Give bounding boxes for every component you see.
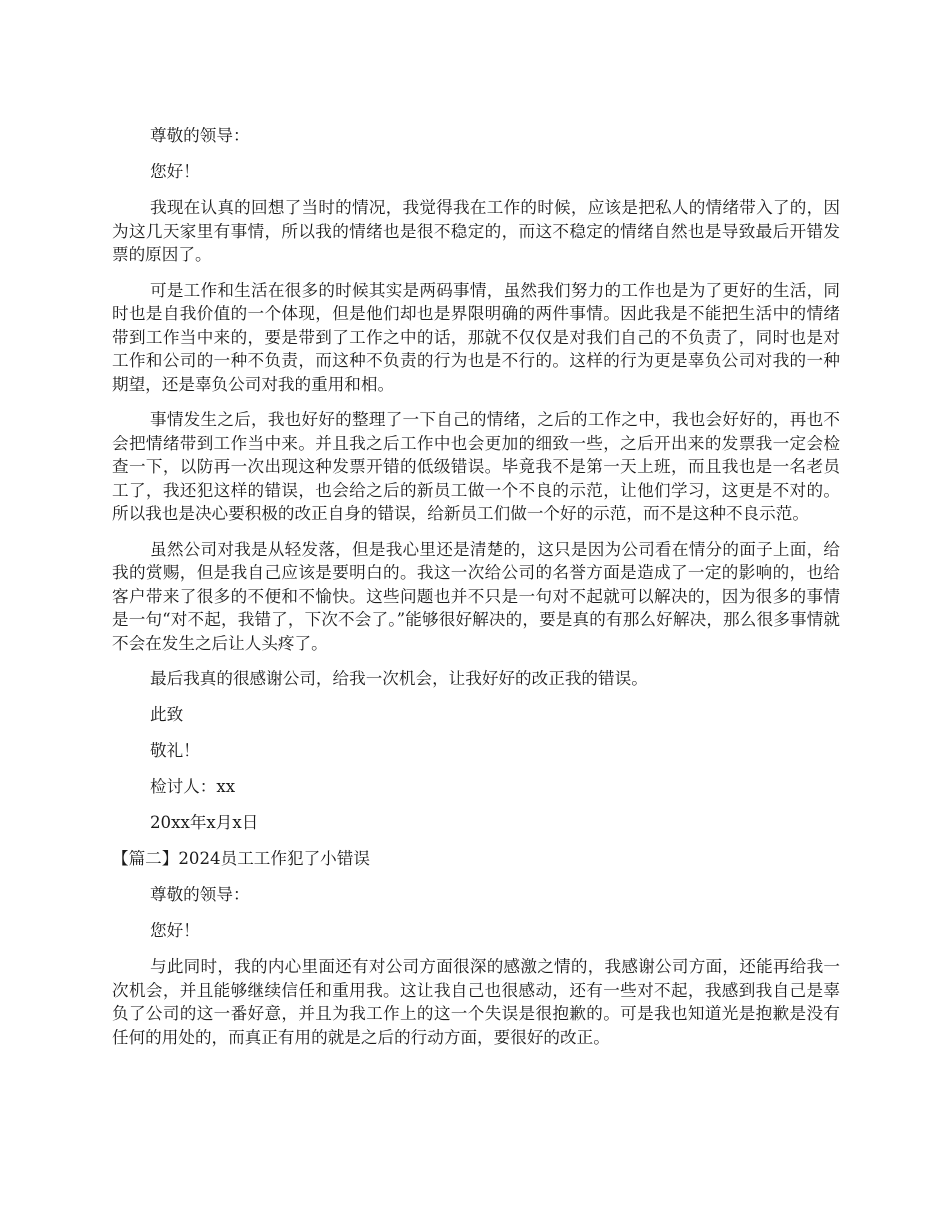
body-paragraph: 最后我真的很感谢公司，给我一次机会，让我好好的改正我的错误。 (150, 669, 648, 688)
regards: 敬礼！ (150, 741, 200, 760)
body-paragraph: 可是工作和生活在很多的时候其实是两码事情，虽然我们努力的工作也是为了更好的生活，同时也是自我价值的一个体现，但是他们却也是界限明确的两件事情。因此我是不能把生活中的情绪带到工作当中来的，要是带到了工作之中的话，那就不仅仅是对我们自己的不负责了，同时也是对工作和公司的一种不负责，而这种不负责的行为也是不行的。这样的行为更是辜负公司对我的一种期望，还是辜负公司对我的重用和相。 (112, 280, 840, 394)
greeting: 您好！ (150, 921, 200, 940)
body-paragraph: 与此同时，我的内心里面还有对公司方面很深的感激之情的，我感谢公司方面，还能再给我一次机会，并且能够继续信任和重用我。这让我自己也很感动，还有一些对不起，我感到我自己是辜负了公司的这一番好意，并且为我工作上的这一个失误是很抱歉的。可是我也知道光是抱歉是没有任何的用处的，而真正有用的就是之后的行动方面，要很好的改正。 (112, 957, 840, 1047)
body-paragraph: 事情发生之后，我也好好的整理了一下自己的情绪，之后的工作之中，我也会好好的，再也不会把情绪带到工作当中来。并且我之后工作中也会更加的细致一些，之后开出来的发票我一定会检查一下，以防再一次出现这种发票开错的低级错误。毕竟我不是第一天上班，而且我也是一名老员工了，我还犯这样的错误，也会给之后的新员工做一个不良的示范，让他们学习，这更是不对的。所以我也是决心要积极的改正自身的错误，给新员工们做一个好的示范，而不是这种不良示范。 (112, 410, 840, 523)
section-heading: 【篇二】2024员工工作犯了小错误 (112, 849, 370, 868)
greeting: 您好！ (150, 162, 200, 181)
document-page (112, 124, 840, 1061)
date: 20xx年x月x日 (150, 813, 259, 832)
closing: 此致 (150, 705, 184, 724)
signer: 检讨人：xx (150, 777, 236, 796)
salutation: 尊敬的领导： (150, 885, 250, 904)
salutation: 尊敬的领导： (150, 126, 250, 145)
body-paragraph: 我现在认真的回想了当时的情况，我觉得我在工作的时候，应该是把私人的情绪带入了的，因为这几天家里有事情，所以我的情绪也是很不稳定的，而这不稳定的情绪自然也是导致最后开错发票的原因了。 (112, 198, 840, 264)
body-paragraph: 虽然公司对我是从轻发落，但是我心里还是清楚的，这只是因为公司看在情分的面子上面，给我的赏赐，但是我自己应该是要明白的。我这一次给公司的名誉方面是造成了一定的影响的，也给客户带来了很多的不便和不愉快。这些问题也并不只是一句对不起就可以解决的，因为很多的事情是一句“对不起，我错了，下次不会了。”能够很好解决的，要是真的有那么好解决，那么很多事情就不会在发生之后让人头疼了。 (112, 539, 840, 653)
